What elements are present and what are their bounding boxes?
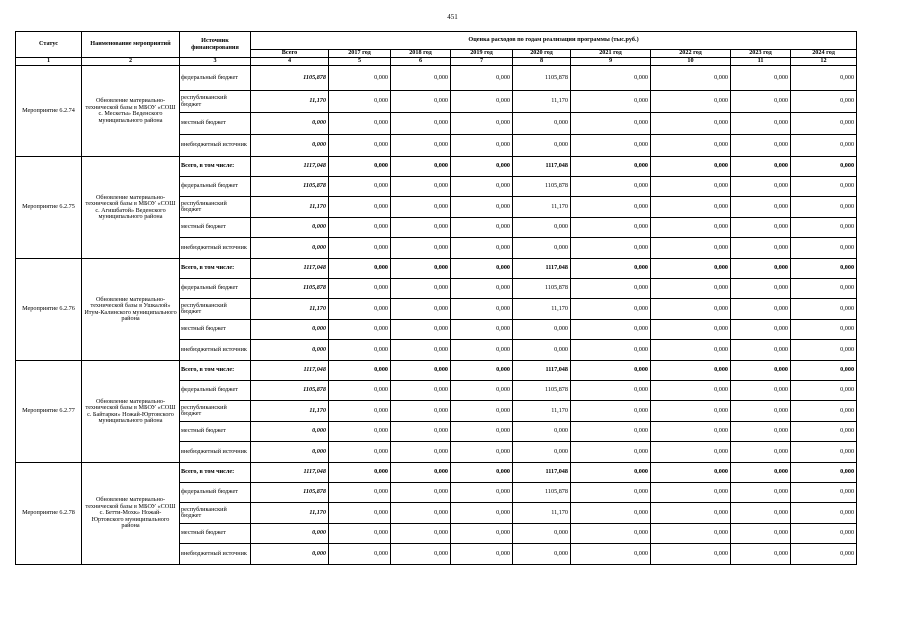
funding-source: местный бюджет xyxy=(180,422,251,442)
year-value: 0,000 xyxy=(451,177,513,197)
year-value: 0,000 xyxy=(731,238,791,259)
total-value: 0,000 xyxy=(251,218,329,238)
funding-source: федеральный бюджет xyxy=(180,483,251,503)
budget-table xyxy=(15,31,857,565)
year-value: 1117,048 xyxy=(513,463,571,483)
year-value: 0,000 xyxy=(513,218,571,238)
column-number: 12 xyxy=(791,58,857,66)
year-value: 0,000 xyxy=(329,544,391,565)
year-value: 0,000 xyxy=(451,157,513,177)
year-value: 0,000 xyxy=(731,401,791,422)
total-value: 0,000 xyxy=(251,340,329,361)
year-value: 0,000 xyxy=(329,463,391,483)
year-value: 0,000 xyxy=(651,66,731,91)
funding-source: федеральный бюджет xyxy=(180,66,251,91)
year-value: 0,000 xyxy=(571,238,651,259)
year-value: 0,000 xyxy=(791,524,857,544)
header-year: 2024 год xyxy=(791,50,857,58)
total-value: 1105,878 xyxy=(251,381,329,401)
funding-source: республиканский бюджет xyxy=(180,503,251,524)
year-value: 0,000 xyxy=(651,197,731,218)
year-value: 0,000 xyxy=(329,503,391,524)
year-value: 0,000 xyxy=(651,463,731,483)
year-value: 0,000 xyxy=(391,299,451,320)
year-value: 0,000 xyxy=(791,503,857,524)
year-value: 0,000 xyxy=(651,135,731,157)
year-value: 0,000 xyxy=(513,113,571,135)
funding-source: местный бюджет xyxy=(180,320,251,340)
measure-name: Обновление материально-технической базы в МБОУ «СОШ с. Агишбатой» Веденского муниципального района xyxy=(82,157,180,259)
header-source: Источник финансирования xyxy=(180,32,251,58)
year-value: 0,000 xyxy=(651,320,731,340)
year-value: 11,170 xyxy=(513,91,571,113)
total-value: 1105,878 xyxy=(251,177,329,197)
year-value: 0,000 xyxy=(329,218,391,238)
table-row xyxy=(16,361,857,381)
table-row xyxy=(16,157,857,177)
page-number: 451 xyxy=(447,13,458,21)
total-value: 1117,048 xyxy=(251,259,329,279)
year-value: 0,000 xyxy=(391,422,451,442)
year-value: 0,000 xyxy=(651,113,731,135)
year-value: 0,000 xyxy=(451,299,513,320)
year-value: 0,000 xyxy=(329,177,391,197)
funding-source: республиканский бюджет xyxy=(180,91,251,113)
year-value: 0,000 xyxy=(731,503,791,524)
column-number: 10 xyxy=(651,58,731,66)
year-value: 0,000 xyxy=(571,422,651,442)
total-value: 0,000 xyxy=(251,544,329,565)
year-value: 0,000 xyxy=(391,197,451,218)
column-number: 1 xyxy=(16,58,82,66)
year-value: 0,000 xyxy=(571,381,651,401)
measure-name: Обновление материально-технической базы в МБОУ «СОШ с. Байтарки» Ножай-Юртовского муниципального района xyxy=(82,361,180,463)
year-value: 0,000 xyxy=(329,113,391,135)
total-value: 1105,878 xyxy=(251,483,329,503)
year-value: 0,000 xyxy=(571,177,651,197)
year-value: 0,000 xyxy=(571,157,651,177)
funding-source: внебюджетный источник xyxy=(180,135,251,157)
header-year: 2022 год xyxy=(651,50,731,58)
year-value: 0,000 xyxy=(651,524,731,544)
year-value: 0,000 xyxy=(391,524,451,544)
year-value: 0,000 xyxy=(451,340,513,361)
column-number: 3 xyxy=(180,58,251,66)
funding-source: федеральный бюджет xyxy=(180,381,251,401)
year-value: 0,000 xyxy=(451,197,513,218)
year-value: 0,000 xyxy=(513,422,571,442)
year-value: 0,000 xyxy=(791,320,857,340)
year-value: 11,170 xyxy=(513,503,571,524)
year-value: 0,000 xyxy=(391,91,451,113)
year-value: 0,000 xyxy=(571,91,651,113)
table-row xyxy=(16,463,857,483)
year-value: 0,000 xyxy=(731,463,791,483)
funding-source: республиканский бюджет xyxy=(180,401,251,422)
year-value: 0,000 xyxy=(571,340,651,361)
year-value: 0,000 xyxy=(651,91,731,113)
year-value: 0,000 xyxy=(451,361,513,381)
funding-source: Всего, в том числе: xyxy=(180,463,251,483)
total-value: 0,000 xyxy=(251,238,329,259)
year-value: 0,000 xyxy=(391,320,451,340)
year-value: 1105,878 xyxy=(513,177,571,197)
year-value: 0,000 xyxy=(329,91,391,113)
year-value: 0,000 xyxy=(451,422,513,442)
column-number: 7 xyxy=(451,58,513,66)
year-value: 0,000 xyxy=(571,259,651,279)
total-value: 0,000 xyxy=(251,113,329,135)
year-value: 0,000 xyxy=(391,401,451,422)
funding-source: местный бюджет xyxy=(180,524,251,544)
year-value: 0,000 xyxy=(791,238,857,259)
year-value: 0,000 xyxy=(391,113,451,135)
funding-source: внебюджетный источник xyxy=(180,340,251,361)
year-value: 0,000 xyxy=(391,66,451,91)
year-value: 0,000 xyxy=(731,197,791,218)
year-value: 0,000 xyxy=(571,463,651,483)
total-value: 0,000 xyxy=(251,442,329,463)
year-value: 0,000 xyxy=(451,544,513,565)
year-value: 0,000 xyxy=(451,463,513,483)
year-value: 0,000 xyxy=(391,157,451,177)
year-value: 0,000 xyxy=(791,340,857,361)
year-value: 0,000 xyxy=(329,422,391,442)
year-value: 0,000 xyxy=(731,381,791,401)
total-value: 1105,878 xyxy=(251,66,329,91)
year-value: 0,000 xyxy=(791,422,857,442)
funding-source: республиканский бюджет xyxy=(180,197,251,218)
year-value: 0,000 xyxy=(731,218,791,238)
year-value: 11,170 xyxy=(513,299,571,320)
year-value: 0,000 xyxy=(651,259,731,279)
year-value: 0,000 xyxy=(391,135,451,157)
year-value: 0,000 xyxy=(731,91,791,113)
year-value: 0,000 xyxy=(391,483,451,503)
year-value: 0,000 xyxy=(571,66,651,91)
header-year: 2021 год xyxy=(571,50,651,58)
year-value: 0,000 xyxy=(513,320,571,340)
year-value: 0,000 xyxy=(731,157,791,177)
year-value: 0,000 xyxy=(651,361,731,381)
total-value: 11,170 xyxy=(251,401,329,422)
funding-source: федеральный бюджет xyxy=(180,177,251,197)
year-value: 0,000 xyxy=(731,135,791,157)
funding-source: внебюджетный источник xyxy=(180,544,251,565)
year-value: 0,000 xyxy=(791,113,857,135)
year-value: 0,000 xyxy=(451,238,513,259)
year-value: 0,000 xyxy=(791,66,857,91)
year-value: 0,000 xyxy=(651,238,731,259)
funding-source: федеральный бюджет xyxy=(180,279,251,299)
year-value: 0,000 xyxy=(391,361,451,381)
year-value: 0,000 xyxy=(391,463,451,483)
funding-source: Всего, в том числе: xyxy=(180,259,251,279)
year-value: 0,000 xyxy=(651,442,731,463)
year-value: 0,000 xyxy=(651,401,731,422)
year-value: 1117,048 xyxy=(513,259,571,279)
year-value: 0,000 xyxy=(571,524,651,544)
year-value: 0,000 xyxy=(329,442,391,463)
total-value: 1117,048 xyxy=(251,157,329,177)
year-value: 11,170 xyxy=(513,401,571,422)
column-number: 2 xyxy=(82,58,180,66)
total-value: 11,170 xyxy=(251,503,329,524)
year-value: 0,000 xyxy=(329,135,391,157)
year-value: 0,000 xyxy=(513,238,571,259)
header-name: Наименование мероприятий xyxy=(82,32,180,58)
year-value: 0,000 xyxy=(731,113,791,135)
total-value: 11,170 xyxy=(251,299,329,320)
year-value: 0,000 xyxy=(571,279,651,299)
year-value: 0,000 xyxy=(791,91,857,113)
year-value: 0,000 xyxy=(651,483,731,503)
year-value: 0,000 xyxy=(791,197,857,218)
year-value: 0,000 xyxy=(571,320,651,340)
total-value: 1117,048 xyxy=(251,463,329,483)
year-value: 0,000 xyxy=(391,544,451,565)
year-value: 0,000 xyxy=(451,524,513,544)
year-value: 0,000 xyxy=(329,361,391,381)
funding-source: Всего, в том числе: xyxy=(180,157,251,177)
funding-source: местный бюджет xyxy=(180,218,251,238)
year-value: 0,000 xyxy=(731,177,791,197)
year-value: 0,000 xyxy=(513,524,571,544)
measure-status: Мероприятие 6.2.78 xyxy=(16,463,82,565)
column-number: 9 xyxy=(571,58,651,66)
year-value: 0,000 xyxy=(451,66,513,91)
year-value: 0,000 xyxy=(513,135,571,157)
year-value: 0,000 xyxy=(571,361,651,381)
year-value: 0,000 xyxy=(329,320,391,340)
year-value: 0,000 xyxy=(731,299,791,320)
year-value: 0,000 xyxy=(651,157,731,177)
year-value: 0,000 xyxy=(731,340,791,361)
total-value: 0,000 xyxy=(251,422,329,442)
measure-status: Мероприятие 6.2.74 xyxy=(16,66,82,157)
year-value: 0,000 xyxy=(651,177,731,197)
total-value: 1105,878 xyxy=(251,279,329,299)
year-value: 0,000 xyxy=(451,218,513,238)
year-value: 0,000 xyxy=(451,442,513,463)
year-value: 0,000 xyxy=(731,320,791,340)
year-value: 0,000 xyxy=(391,503,451,524)
year-value: 0,000 xyxy=(329,279,391,299)
year-value: 1105,878 xyxy=(513,66,571,91)
year-value: 0,000 xyxy=(571,197,651,218)
year-value: 0,000 xyxy=(731,259,791,279)
column-number: 5 xyxy=(329,58,391,66)
year-value: 0,000 xyxy=(791,442,857,463)
year-value: 0,000 xyxy=(451,320,513,340)
year-value: 0,000 xyxy=(731,279,791,299)
year-value: 0,000 xyxy=(791,463,857,483)
total-value: 1117,048 xyxy=(251,361,329,381)
year-value: 0,000 xyxy=(791,483,857,503)
year-value: 0,000 xyxy=(791,135,857,157)
year-value: 1105,878 xyxy=(513,483,571,503)
total-value: 0,000 xyxy=(251,135,329,157)
header-year: 2023 год xyxy=(731,50,791,58)
year-value: 0,000 xyxy=(451,279,513,299)
year-value: 0,000 xyxy=(791,544,857,565)
table-row xyxy=(16,66,857,91)
total-value: 0,000 xyxy=(251,320,329,340)
year-value: 0,000 xyxy=(391,177,451,197)
year-value: 0,000 xyxy=(791,157,857,177)
year-value: 0,000 xyxy=(329,259,391,279)
year-value: 0,000 xyxy=(731,524,791,544)
year-value: 0,000 xyxy=(451,135,513,157)
year-value: 0,000 xyxy=(329,381,391,401)
header-estimate: Оценка расходов по годам реализации программы (тыс.руб.) xyxy=(251,32,857,50)
year-value: 0,000 xyxy=(513,442,571,463)
year-value: 0,000 xyxy=(391,238,451,259)
year-value: 0,000 xyxy=(451,483,513,503)
measure-status: Мероприятие 6.2.76 xyxy=(16,259,82,361)
year-value: 0,000 xyxy=(571,299,651,320)
total-value: 11,170 xyxy=(251,91,329,113)
year-value: 0,000 xyxy=(329,483,391,503)
year-value: 0,000 xyxy=(329,401,391,422)
year-value: 11,170 xyxy=(513,197,571,218)
year-value: 0,000 xyxy=(513,340,571,361)
year-value: 0,000 xyxy=(451,113,513,135)
measure-name: Обновление материально-технической базы в МБОУ «СОШ с. Бетти-Мохк» Ножай-Юртовского муниципального района xyxy=(82,463,180,565)
year-value: 0,000 xyxy=(451,503,513,524)
year-value: 0,000 xyxy=(651,544,731,565)
funding-source: Всего, в том числе: xyxy=(180,361,251,381)
header-year: 2019 год xyxy=(451,50,513,58)
year-value: 0,000 xyxy=(791,259,857,279)
column-number: 4 xyxy=(251,58,329,66)
year-value: 0,000 xyxy=(651,279,731,299)
year-value: 0,000 xyxy=(451,91,513,113)
funding-source: внебюджетный источник xyxy=(180,238,251,259)
year-value: 0,000 xyxy=(651,503,731,524)
year-value: 0,000 xyxy=(329,238,391,259)
year-value: 0,000 xyxy=(571,135,651,157)
header-status: Статус xyxy=(16,32,82,58)
year-value: 0,000 xyxy=(451,401,513,422)
year-value: 0,000 xyxy=(329,157,391,177)
year-value: 0,000 xyxy=(391,381,451,401)
total-value: 0,000 xyxy=(251,524,329,544)
year-value: 0,000 xyxy=(571,544,651,565)
year-value: 0,000 xyxy=(571,401,651,422)
year-value: 0,000 xyxy=(571,483,651,503)
year-value: 0,000 xyxy=(651,340,731,361)
year-value: 0,000 xyxy=(391,259,451,279)
year-value: 1105,878 xyxy=(513,279,571,299)
funding-source: республиканский бюджет xyxy=(180,299,251,320)
year-value: 0,000 xyxy=(391,279,451,299)
header-year: 2020 год xyxy=(513,50,571,58)
column-number: 8 xyxy=(513,58,571,66)
year-value: 0,000 xyxy=(329,524,391,544)
measure-name: Обновление материально-технической базы в Ушкалой» Итум-Калинского муниципального района xyxy=(82,259,180,361)
year-value: 0,000 xyxy=(791,177,857,197)
year-value: 1117,048 xyxy=(513,361,571,381)
year-value: 0,000 xyxy=(791,401,857,422)
year-value: 0,000 xyxy=(571,113,651,135)
year-value: 1105,878 xyxy=(513,381,571,401)
year-value: 0,000 xyxy=(651,381,731,401)
year-value: 0,000 xyxy=(651,422,731,442)
table-row xyxy=(16,259,857,279)
year-value: 0,000 xyxy=(731,422,791,442)
header-year: 2018 год xyxy=(391,50,451,58)
year-value: 0,000 xyxy=(791,361,857,381)
year-value: 0,000 xyxy=(791,218,857,238)
year-value: 0,000 xyxy=(391,218,451,238)
year-value: 0,000 xyxy=(329,66,391,91)
table-body xyxy=(16,66,857,565)
year-value: 0,000 xyxy=(651,218,731,238)
year-value: 0,000 xyxy=(513,544,571,565)
year-value: 0,000 xyxy=(731,442,791,463)
measure-status: Мероприятие 6.2.75 xyxy=(16,157,82,259)
year-value: 0,000 xyxy=(731,483,791,503)
year-value: 0,000 xyxy=(731,544,791,565)
column-number-row xyxy=(16,58,857,66)
total-value: 11,170 xyxy=(251,197,329,218)
year-value: 1117,048 xyxy=(513,157,571,177)
funding-source: местный бюджет xyxy=(180,113,251,135)
year-value: 0,000 xyxy=(451,381,513,401)
year-value: 0,000 xyxy=(329,340,391,361)
measure-name: Обновление материально-технической базы в МБОУ «СОШ с. Мескеты» Веденского муниципального района xyxy=(82,66,180,157)
year-value: 0,000 xyxy=(731,66,791,91)
column-number: 11 xyxy=(731,58,791,66)
year-value: 0,000 xyxy=(391,340,451,361)
funding-source: внебюджетный источник xyxy=(180,442,251,463)
year-value: 0,000 xyxy=(571,218,651,238)
year-value: 0,000 xyxy=(329,299,391,320)
year-value: 0,000 xyxy=(571,442,651,463)
year-value: 0,000 xyxy=(391,442,451,463)
year-value: 0,000 xyxy=(451,259,513,279)
year-value: 0,000 xyxy=(791,381,857,401)
header-year: 2017 год xyxy=(329,50,391,58)
year-value: 0,000 xyxy=(571,503,651,524)
year-value: 0,000 xyxy=(731,361,791,381)
year-value: 0,000 xyxy=(791,299,857,320)
year-value: 0,000 xyxy=(791,279,857,299)
year-value: 0,000 xyxy=(329,197,391,218)
column-number: 6 xyxy=(391,58,451,66)
header-total: Всего xyxy=(251,50,329,58)
measure-status: Мероприятие 6.2.77 xyxy=(16,361,82,463)
year-value: 0,000 xyxy=(651,299,731,320)
